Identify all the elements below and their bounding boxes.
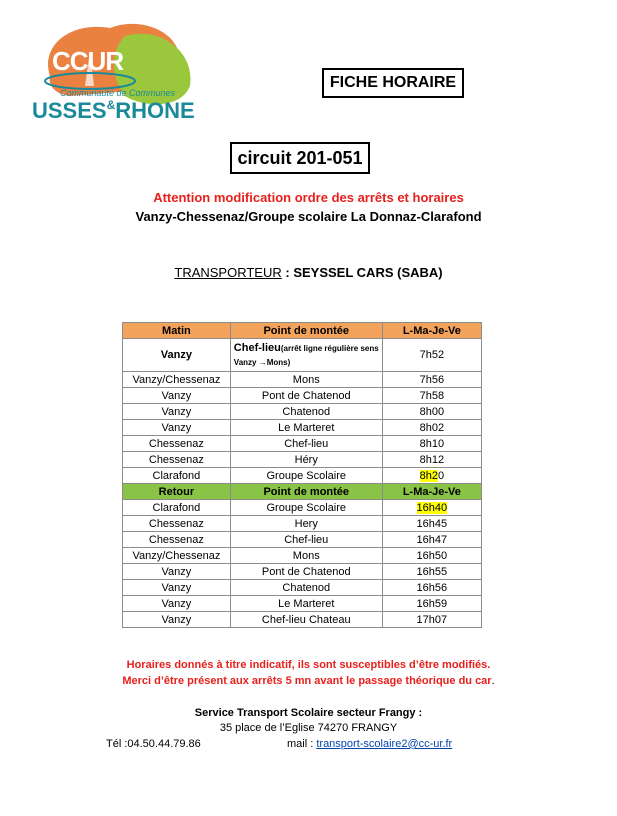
- table-row: [123, 452, 482, 468]
- commune-cell: Vanzy: [123, 564, 231, 580]
- table-row: [123, 436, 482, 452]
- table-row: [123, 564, 482, 580]
- stop-cell: Le Marteret: [230, 420, 382, 436]
- commune-cell: Vanzy/Chessenaz: [123, 548, 231, 564]
- stop-note: (arrêt ligne régulière sens Vanzy →Mons): [233, 344, 379, 367]
- table-row: [123, 388, 482, 404]
- stop-cell: Chatenod: [230, 580, 382, 596]
- commune-cell: Vanzy: [123, 596, 231, 612]
- stop-cell: Le Marteret: [230, 596, 382, 612]
- service-mail: [287, 738, 452, 750]
- time-cell: 8h00: [382, 404, 481, 420]
- header-cell: Point de montée: [230, 484, 382, 500]
- table-row: [123, 339, 482, 372]
- commune-cell: Chessenaz: [123, 516, 231, 532]
- stop-cell: Héry: [230, 452, 382, 468]
- commune-cell: Vanzy: [123, 580, 231, 596]
- time-cell: 8h10: [382, 436, 481, 452]
- logo-acronym: CCUR: [52, 46, 124, 76]
- table-row: [123, 372, 482, 388]
- table-row: [123, 612, 482, 628]
- route-text: Vanzy-Chessenaz/Groupe scolaire La Donnaz-Clarafond: [135, 209, 482, 224]
- time-cell: 8h12: [382, 452, 481, 468]
- commune-cell: Vanzy: [123, 420, 231, 436]
- table-row: [123, 532, 482, 548]
- commune-cell: Chessenaz: [123, 452, 231, 468]
- table-row: [123, 548, 482, 564]
- stop-cell: Groupe Scolaire: [230, 468, 382, 484]
- table-row: [123, 404, 482, 420]
- matin-header-row: [123, 323, 482, 339]
- header-cell: Point de montée: [230, 323, 382, 339]
- logo-subtitle: Communauté de Communes: [60, 88, 176, 98]
- time-cell: [382, 500, 481, 516]
- carrier-label: TRANSPORTEUR: [174, 265, 282, 280]
- carrier-name: SEYSSEL CARS (SABA): [293, 265, 443, 280]
- logo-usses: USSES: [32, 98, 107, 123]
- commune-cell: Vanzy: [123, 339, 231, 372]
- commune-cell: Clarafond: [123, 468, 231, 484]
- disclaimer-line-1: Horaires donnés à titre indicatif, ils sont susceptibles d’être modifiés.: [126, 659, 491, 671]
- stop-cell: Chatenod: [230, 404, 382, 420]
- stop-cell: Mons: [230, 372, 382, 388]
- time-highlight: 8h2: [419, 469, 438, 482]
- table-row: [123, 596, 482, 612]
- time-cell: 17h07: [382, 612, 481, 628]
- header-cell: L-Ma-Je-Ve: [382, 323, 481, 339]
- time-rest: 0: [437, 469, 445, 482]
- mail-label: mail :: [287, 738, 317, 750]
- mail-link[interactable]: transport-scolaire2@cc-ur.fr: [316, 738, 453, 750]
- table-row: [123, 468, 482, 484]
- stop-cell: [230, 339, 382, 372]
- stop-name: Chef-lieu: [233, 342, 281, 354]
- header-cell: Retour: [123, 484, 231, 500]
- time-cell: 16h55: [382, 564, 481, 580]
- logo-rhone: RHONE: [115, 98, 195, 123]
- header-cell: L-Ma-Je-Ve: [382, 484, 481, 500]
- table-row: [123, 580, 482, 596]
- service-phone: Tél :04.50.44.79.86: [106, 738, 201, 750]
- service-title: Service Transport Scolaire secteur Frangy :: [194, 707, 423, 719]
- time-cell: 8h02: [382, 420, 481, 436]
- table-row: [123, 516, 482, 532]
- stop-cell: Chef-lieu Chateau: [230, 612, 382, 628]
- disclaimer-line-2: [0, 675, 617, 687]
- service-address: 35 place de l’Eglise 74270 FRANGY: [219, 722, 398, 734]
- time-cell: 16h56: [382, 580, 481, 596]
- stop-cell: Chef-lieu: [230, 436, 382, 452]
- document-title: FICHE HORAIRE: [322, 68, 464, 98]
- stop-cell: Pont de Chatenod: [230, 388, 382, 404]
- time-cell: [382, 468, 481, 484]
- commune-cell: Chessenaz: [123, 532, 231, 548]
- header-cell: Matin: [123, 323, 231, 339]
- table-row: [123, 420, 482, 436]
- table-row: [123, 500, 482, 516]
- time-cell: 7h58: [382, 388, 481, 404]
- ccur-logo: [30, 16, 205, 126]
- time-highlight: 16h40: [416, 501, 448, 514]
- time-cell: 7h56: [382, 372, 481, 388]
- commune-cell: Chessenaz: [123, 436, 231, 452]
- stop-cell: Hery: [230, 516, 382, 532]
- time-cell: 16h45: [382, 516, 481, 532]
- carrier-line: [0, 265, 617, 280]
- schedule-table: [122, 322, 482, 628]
- time-cell: 16h47: [382, 532, 481, 548]
- commune-cell: Vanzy: [123, 404, 231, 420]
- stop-cell: Groupe Scolaire: [230, 500, 382, 516]
- commune-cell: Vanzy: [123, 388, 231, 404]
- retour-header-row: [123, 484, 482, 500]
- time-cell: 7h52: [382, 339, 481, 372]
- commune-cell: Clarafond: [123, 500, 231, 516]
- stop-cell: Mons: [230, 548, 382, 564]
- carrier-separator: :: [281, 265, 294, 280]
- time-cell: 16h50: [382, 548, 481, 564]
- time-cell: 16h59: [382, 596, 481, 612]
- warning-text: Attention modification ordre des arrêts et horaires: [153, 190, 464, 205]
- commune-cell: Vanzy: [123, 612, 231, 628]
- disclaimer-text: Merci d’être présent aux arrêts 5 mn avant le passage théorique du car: [122, 675, 492, 687]
- stop-cell: Pont de Chatenod: [230, 564, 382, 580]
- logo-ampersand: &: [106, 98, 116, 112]
- commune-cell: Vanzy/Chessenaz: [123, 372, 231, 388]
- circuit-number: circuit 201-051: [230, 142, 370, 174]
- stop-cell: Chef-lieu: [230, 532, 382, 548]
- disclaimer-period: .: [491, 675, 495, 687]
